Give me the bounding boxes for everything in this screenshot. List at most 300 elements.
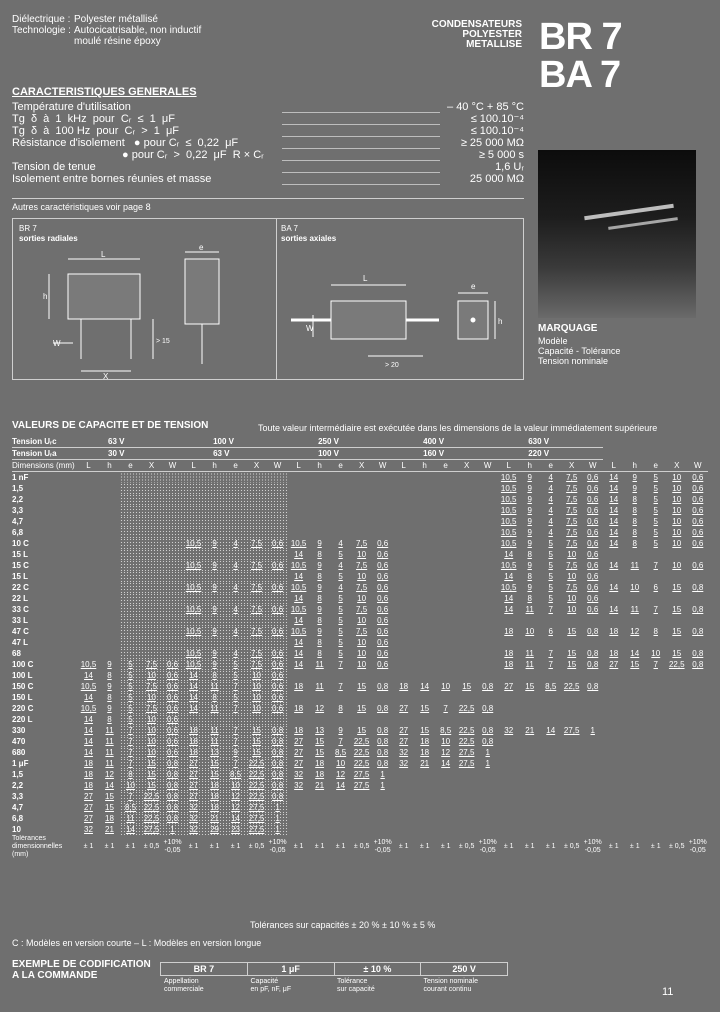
dimension-cell [414,505,435,516]
dimension-cell [477,560,498,571]
dimension-cell [435,593,456,604]
dimension-cell [456,670,477,681]
dimension-cell [603,670,624,681]
dimension-cell: 0,6 [162,714,183,725]
dimension-cell [645,714,666,725]
dimension-cell: 0,8 [377,726,389,735]
dimension-cell [246,483,267,494]
dimension-cell: 0,8 [692,649,704,658]
dimension-cell [603,791,624,802]
dimension-cell: 15 [105,803,114,812]
dimension-cell [498,747,519,758]
general-table [12,101,524,185]
dimension-cell: 18 [84,759,93,768]
dimension-cell [162,615,183,626]
dimension-cell [456,604,477,615]
dimension-cell [666,692,687,703]
dimension-cell: 32 [183,802,204,813]
dimension-cell: 15 [462,682,472,691]
dimension-cell [666,637,687,648]
general-row [12,101,524,113]
dimension-cell: 5 [338,616,343,625]
dimension-cell [645,549,666,560]
dimension-cell [456,714,477,725]
dimension-cell: 27,5 [353,781,370,790]
general-title: CARACTERISTIQUES GENERALES [12,86,197,98]
dimension-cell: 5 [120,714,141,725]
dimension-cell [603,725,624,736]
dimension-cell: 8 [107,693,112,702]
dimension-cell: 7,5 [566,561,578,570]
dimension-cell [288,505,309,516]
table-row [12,758,708,769]
dimension-cell [309,494,330,505]
general-row [12,137,524,149]
dimension-cell: 7 [653,660,658,669]
capacitance-value: 15 L [12,572,29,581]
dimension-cell [561,714,582,725]
dimension-cell: 7 [338,660,343,669]
dimension-cell [246,527,267,538]
dimension-cell: 0,8 [267,736,288,747]
dimension-cell: 0,6 [267,681,288,692]
dimension-cell: 9 [527,583,532,592]
dimension-cell [582,747,603,758]
dimension-cell: 27 [84,792,93,801]
dimension-cell: 22,5 [458,704,475,713]
dimension-cell [435,494,456,505]
dimension-cell: 27,5 [353,770,370,779]
table-row [12,736,708,747]
tolerance-cell: +10% -0,05 [583,839,602,854]
dimension-cell [246,472,267,484]
dimension-cell: 8 [317,594,322,603]
dimension-cell: 11 [315,660,324,669]
dimension-cell [246,593,267,604]
dimension-cell: 10 [630,583,640,592]
dimension-cell: 14 [504,572,514,581]
capacitance-value: 1 μF [12,759,29,768]
dimension-cell [561,736,582,747]
dimension-cell: 14 [84,693,93,702]
dimension-cell [162,538,183,549]
dimension-cell: 7,5 [246,659,267,670]
dimension-cell: 10 [567,605,577,614]
dimension-cell [624,725,645,736]
dimension-cell: 9 [527,506,532,515]
dimension-cell: 15 [246,736,267,747]
capacitance-table [12,436,708,859]
dimension-cell: 9 [225,747,246,758]
dimension-cell [141,604,162,615]
dimension-column-header: X [561,460,582,472]
dimension-cell: 27,5 [246,824,267,835]
dimension-cell [540,791,561,802]
dimension-cell [141,637,162,648]
dimension-column-header: h [309,460,330,472]
dimension-cell [456,527,477,538]
dimension-cell: 0,8 [267,769,288,780]
dimension-cell [456,549,477,560]
dimension-cell: 10 [120,780,141,791]
dimension-cell [435,802,456,813]
dimension-cell: 0,8 [377,704,389,713]
dimension-cell [414,813,435,824]
dimension-cell: 10 [441,682,451,691]
table-row [12,593,708,604]
table-row [12,549,708,560]
dimension-cell [666,780,687,791]
dimension-cell [246,571,267,582]
series-br7: BR 7 [539,16,622,58]
tolerance-cell: +10% -0,05 [688,839,707,854]
tolerance-cell: ± 1 [545,843,556,850]
dimension-cell [309,516,330,527]
dimension-cell: 7 [548,605,553,614]
dimension-cell [435,813,456,824]
series-ba7: BA 7 [539,54,621,96]
dimension-cell: 10 [357,550,367,559]
dimension-cell: 7,5 [246,604,267,615]
dimension-cell: 9 [632,473,637,482]
dimension-cell: 18 [399,682,409,691]
dimension-cell: 0,8 [482,726,494,735]
general-row-label: Résistance d'isolement ● pour Cᵣ ≤ 0,22 μF [12,137,239,149]
dimension-cell [120,648,141,659]
dimension-cell [666,615,687,626]
dimension-cell: 18 [204,802,225,813]
dimension-cell: 10 [225,780,246,791]
dimension-cell: 0,8 [162,769,183,780]
general-row-label: Température d'utilisation [12,101,131,113]
dimension-cell [540,780,561,791]
table-row [12,472,708,484]
dimension-cell [456,648,477,659]
table-row [12,494,708,505]
dimension-cell: 8 [632,495,637,504]
dimension-cell [435,571,456,582]
dimension-cell [414,637,435,648]
dimension-cell: 14 [84,748,93,757]
dimension-cell: 8,5 [545,682,557,691]
capacitance-value: 3,3 [12,506,24,515]
dimension-cell [624,670,645,681]
dimension-cell [414,802,435,813]
dimension-cell: 8 [632,528,637,537]
dimension-cell [99,560,120,571]
dimension-cell [477,516,498,527]
dimension-cell [309,483,330,494]
dimension-column-header: e [120,460,141,472]
dimension-cell: 0,6 [267,703,288,714]
dimension-cell [288,527,309,538]
dimension-cell [435,582,456,593]
dimension-cell: 8,5 [225,769,246,780]
table-row [12,802,708,813]
dimension-cell: 10,5 [290,605,307,614]
ordering-code-field: 250 V [452,964,476,974]
dimension-cell [477,780,498,791]
dimension-cell: 0,6 [267,692,288,703]
dimension-cell [561,802,582,813]
dimension-cell [687,769,708,780]
dimension-cell: 9 [317,583,322,592]
dimension-cell [414,615,435,626]
dimension-cell: 9 [204,582,225,593]
dimension-cell [330,494,351,505]
dimension-cell [435,769,456,780]
dimension-cell: 0,8 [162,780,183,791]
dimension-cell [561,703,582,714]
dimension-cell [393,472,414,484]
dimension-cell [141,494,162,505]
dimension-cell [330,692,351,703]
dimension-cell [477,538,498,549]
dimension-cell [204,527,225,538]
dimension-cell [330,472,351,484]
dim-label-x: X [103,372,109,379]
dimension-cell: 27 [399,726,409,735]
dimension-cell [267,714,288,725]
dimension-cell [519,637,540,648]
dimension-cell: 18 [420,748,430,757]
general-row-label: ● pour Cᵣ > 0,22 μF R × Cᵣ [12,149,264,161]
dimension-cell [498,769,519,780]
dimension-cell: 14 [609,583,619,592]
dimension-cell: 8 [317,649,322,658]
product-photo [538,150,696,318]
dimension-cell [162,516,183,527]
tolerance-cell: ± 1 [524,843,535,850]
dimension-cell: 14 [609,517,619,526]
dimension-cell: 14 [504,605,514,614]
dimension-cell [204,549,225,560]
dimension-cell: 0,6 [162,692,183,703]
ordering-title-1: EXEMPLE DE CODIFICATION [12,959,151,970]
dimension-cell [456,571,477,582]
dimension-cell [519,780,540,791]
dimension-cell [120,615,141,626]
dim-label-w: W [53,339,61,348]
dimension-cell [393,824,414,835]
dimension-cell: 14 [84,671,93,680]
dimension-cell [477,648,498,659]
dimension-cell [267,527,288,538]
dimension-cell [120,582,141,593]
dimension-cell: 15 [141,780,162,791]
dimension-cell: 9 [527,539,532,548]
dimension-cell [162,527,183,538]
capacitance-value: 6,8 [12,814,24,823]
dimension-cell: 10,5 [500,506,517,515]
dimension-cell [624,769,645,780]
dimension-cell: 8 [204,692,225,703]
dimension-cell: 7,5 [246,648,267,659]
dimension-cell: 5 [338,594,343,603]
dimension-column-header: L [393,460,414,472]
dimension-cell [561,758,582,769]
br7-drawing-subtitle: sorties radiales [19,234,78,243]
dimension-cell [309,472,330,484]
dimension-cell: 0,6 [377,594,389,603]
dimension-cell: 14 [183,703,204,714]
dimension-cell: 7,5 [356,627,368,636]
dimension-cell [540,747,561,758]
dimension-cell: 0,8 [267,758,288,769]
dimension-cell: 8 [527,572,532,581]
capacitance-value: 47 C [12,627,29,636]
dimension-cell [267,615,288,626]
dimension-cell [204,516,225,527]
dimension-cell: 11 [120,813,141,824]
dimension-cell: 0,8 [482,737,494,746]
dimension-cell: 5 [120,703,141,714]
dimension-cell: 8 [653,627,658,636]
dimension-column-header: e [330,460,351,472]
dimension-cell [687,692,708,703]
dimension-cell: 22,5 [563,682,580,691]
dimension-cell [393,582,414,593]
capacitance-value: 470 [12,737,26,746]
dimension-cell [645,615,666,626]
dimension-cell: 0,6 [587,539,599,548]
dimension-cell [120,494,141,505]
dimension-cell [477,813,498,824]
dimension-cell [141,560,162,571]
dimension-cell [603,769,624,780]
dimension-cell: 8 [632,539,637,548]
dimension-cell: 14 [609,605,619,614]
dimension-cell [624,571,645,582]
dimension-cell [456,472,477,484]
dimension-cell: 11 [315,682,324,691]
dimension-cell [351,791,372,802]
dimension-cell [498,813,519,824]
drawings-svg [13,219,523,379]
dimension-cell [78,637,99,648]
dimension-cell [582,637,603,648]
dimension-cell [687,747,708,758]
dimension-cell: 7,5 [566,495,578,504]
dimension-cell [393,571,414,582]
dimension-cell [99,604,120,615]
capacitance-value: 4,7 [12,803,24,812]
dimension-cell: 27 [399,737,409,746]
dimension-cell: 18 [84,781,93,790]
dimension-cell: 10,5 [183,560,204,571]
dim-label-15: > 15 [156,338,170,345]
dimension-cell: 27 [183,769,204,780]
dimension-cell: 21 [525,726,535,735]
dimension-cell [456,791,477,802]
dimension-cell: 4 [548,484,553,493]
dimension-cell [225,571,246,582]
dimension-cell [393,769,414,780]
dimension-cell: 18 [183,725,204,736]
dimension-cell [498,714,519,725]
dimension-cell [414,538,435,549]
dimension-cell: 0,6 [692,484,704,493]
dimension-cell [582,714,603,725]
tolerance-cell: ± 1 [650,843,661,850]
dimension-cell: 22,5 [246,780,267,791]
dimension-cell [603,692,624,703]
dimension-cell: 4 [225,604,246,615]
dimension-cell [624,703,645,714]
dimension-cell [162,483,183,494]
table-row [12,824,708,835]
tolerance-cell: ± 0,5 [668,843,685,850]
dimension-cell: 0,8 [587,649,599,658]
dimension-cell [582,813,603,824]
dimension-cell: 6 [548,627,553,636]
dimension-cell [99,637,120,648]
dimension-cell: 5 [225,659,246,670]
dimension-cell: 15 [567,627,577,636]
dimension-cell: 32 [294,770,304,779]
dimension-cell: 10 [672,561,682,570]
dimension-cell: 9 [204,659,225,670]
dimension-cell: 0,6 [587,572,599,581]
dimension-cell [372,670,393,681]
dimension-column-header: L [78,460,99,472]
dimension-cell [582,769,603,780]
dimension-cell [99,483,120,494]
dimension-cell [351,483,372,494]
dimension-cell [645,736,666,747]
dimension-cell [309,824,330,835]
voltage-label: Tension Uᵣa [12,448,78,460]
dimension-cell [435,615,456,626]
dimension-cell [435,692,456,703]
dimension-cell [666,681,687,692]
dimension-cell [582,791,603,802]
dimension-cell [435,604,456,615]
dimension-cell: 0,6 [587,473,599,482]
dimension-cell [99,472,120,484]
dimension-cell [414,549,435,560]
dimension-cell: 7,5 [356,583,368,592]
caption-line: en pF, nF, μF [250,986,292,993]
dimension-cell: 8 [317,550,322,559]
dimension-column-header: e [225,460,246,472]
capacitance-value: 100 C [12,660,34,669]
dimension-cell [225,549,246,560]
dimension-cell: 7,5 [356,561,368,570]
dimension-cell [204,505,225,516]
tolerance-cell: +10% -0,05 [478,839,497,854]
dimension-cell [477,494,498,505]
dimension-cell: 10 [672,528,682,537]
dimension-cell: 0,6 [377,627,389,636]
dimension-cell [414,571,435,582]
dimension-cell [393,505,414,516]
dimension-cell: 12 [105,770,114,779]
dimension-cell [435,626,456,637]
dimension-cell: 7,5 [246,538,267,549]
dimension-cell [666,824,687,835]
dimension-column-header: L [288,460,309,472]
dimension-cell [666,549,687,560]
general-divider [12,198,524,199]
capacitance-value: 1,5 [12,770,24,779]
dimension-cell [309,505,330,516]
dimension-cell: 5 [338,572,343,581]
dimension-cell [456,483,477,494]
dimension-column-header: L [603,460,624,472]
dimension-cell [624,736,645,747]
general-row-value: ≥ 5 000 s [478,149,524,161]
